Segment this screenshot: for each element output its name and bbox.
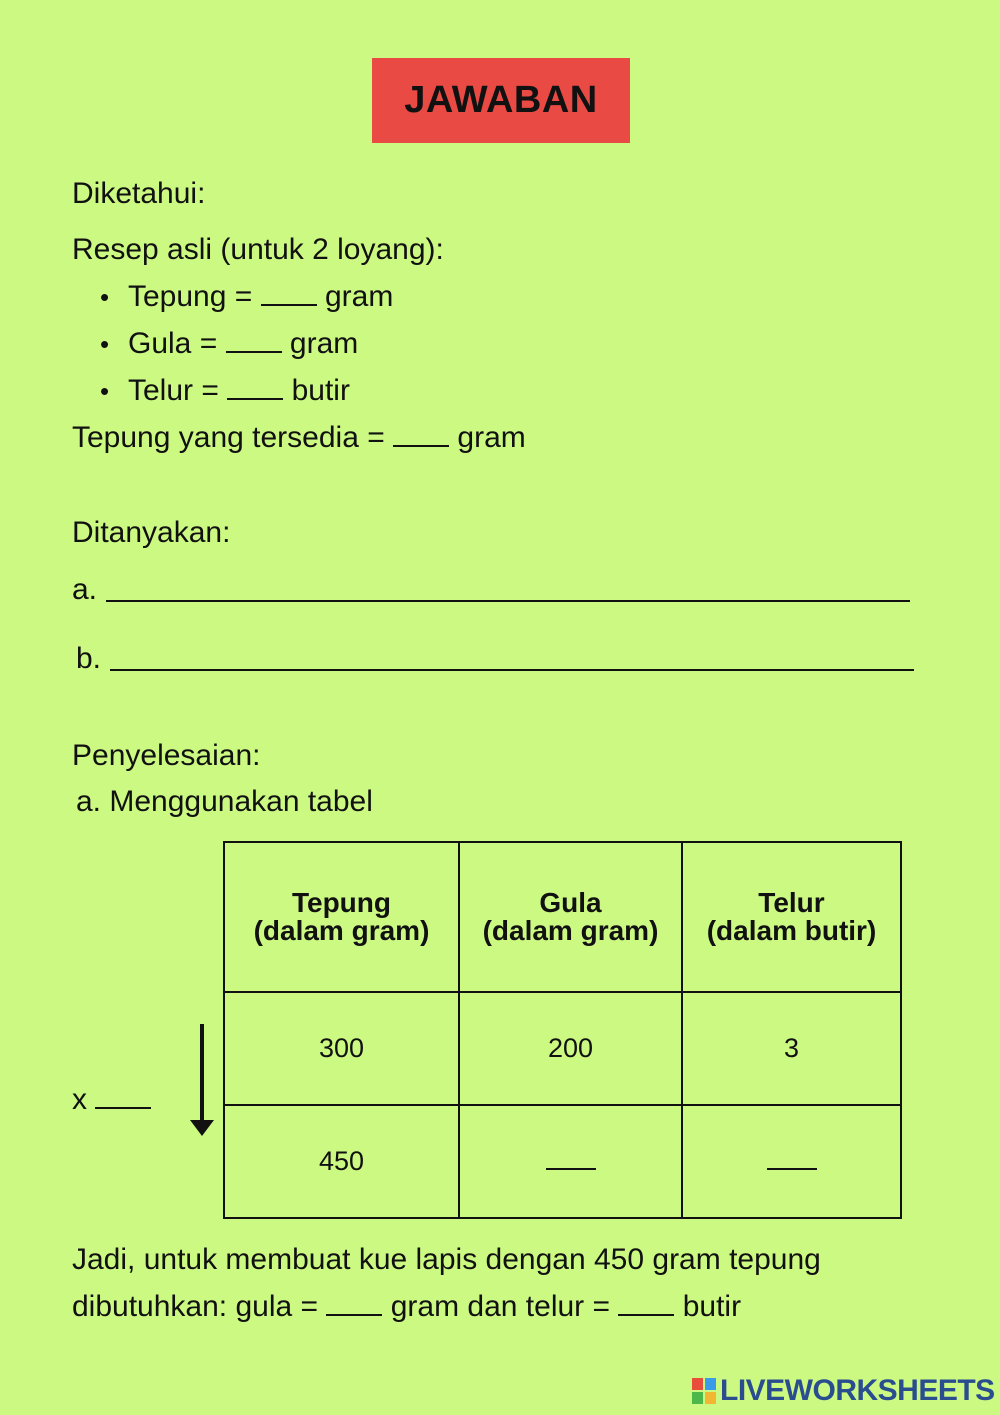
down-arrow-icon bbox=[200, 1024, 204, 1124]
header-line: Gula bbox=[539, 887, 602, 918]
penyelesaian-heading: Penyelesaian: bbox=[72, 739, 261, 772]
ingredient-unit: gram bbox=[289, 327, 359, 360]
tersedia-unit: gram bbox=[457, 421, 526, 454]
ingredient-label: Gula = bbox=[128, 327, 218, 360]
page-title: JAWABAN bbox=[404, 79, 598, 121]
logo-text: LIVEWORKSHEETS bbox=[720, 1374, 995, 1407]
ingredient-telur bbox=[100, 373, 350, 409]
ingredient-label: Tepung = bbox=[128, 280, 253, 313]
ratio-table bbox=[223, 841, 902, 1219]
header-line: (dalam gram) bbox=[253, 915, 430, 946]
question-b-line[interactable] bbox=[110, 669, 914, 671]
question-b-label: b. bbox=[76, 642, 102, 675]
table-header-row bbox=[224, 842, 901, 992]
bullet-icon: • bbox=[100, 282, 110, 312]
header-gula bbox=[459, 842, 682, 992]
ingredient-unit: gram bbox=[324, 280, 394, 313]
multiplier bbox=[72, 1082, 151, 1118]
conclusion-text: butir bbox=[682, 1290, 742, 1323]
arrow-head-icon bbox=[190, 1120, 214, 1136]
diketahui-heading: Diketahui: bbox=[72, 177, 206, 210]
bullet-icon: • bbox=[100, 329, 110, 359]
table-row bbox=[224, 992, 901, 1105]
answer-blank[interactable] bbox=[393, 421, 449, 447]
table-cell-blank bbox=[459, 1105, 682, 1218]
conclusion-line-1: Jadi, untuk membuat kue lapis dengan 450 gram tepung bbox=[72, 1243, 821, 1276]
conclusion-text: gram dan telur = bbox=[390, 1290, 611, 1323]
question-a-label: a. bbox=[72, 573, 98, 606]
header-line: (dalam butir) bbox=[706, 915, 877, 946]
answer-blank[interactable] bbox=[261, 280, 317, 306]
answer-blank[interactable] bbox=[618, 1290, 674, 1316]
ingredient-label: Telur = bbox=[128, 374, 219, 407]
liveworksheets-logo bbox=[692, 1374, 995, 1408]
title-banner bbox=[372, 58, 630, 143]
ingredient-gula bbox=[100, 326, 358, 362]
header-tepung bbox=[224, 842, 459, 992]
table-cell: 450 bbox=[224, 1105, 459, 1218]
method-a-label: a. Menggunakan tabel bbox=[76, 785, 373, 818]
logo-icon bbox=[692, 1378, 716, 1404]
table-cell: 3 bbox=[682, 992, 901, 1105]
answer-blank[interactable] bbox=[546, 1148, 596, 1170]
tersedia-label: Tepung yang tersedia = bbox=[72, 421, 385, 454]
multiplier-label: x bbox=[72, 1083, 87, 1116]
header-line: Tepung bbox=[291, 887, 391, 918]
bullet-icon: • bbox=[100, 376, 110, 406]
header-line: (dalam gram) bbox=[482, 915, 659, 946]
conclusion-line-2 bbox=[72, 1289, 741, 1325]
resep-label: Resep asli (untuk 2 loyang): bbox=[72, 233, 444, 266]
table-cell: 200 bbox=[459, 992, 682, 1105]
question-a-line[interactable] bbox=[106, 600, 910, 602]
ingredient-unit: butir bbox=[291, 374, 350, 407]
ditanyakan-heading: Ditanyakan: bbox=[72, 516, 231, 549]
conclusion-text: dibutuhkan: gula = bbox=[72, 1290, 319, 1323]
answer-blank[interactable] bbox=[226, 327, 282, 353]
answer-blank[interactable] bbox=[767, 1148, 817, 1170]
table-row bbox=[224, 1105, 901, 1218]
answer-blank[interactable] bbox=[95, 1083, 151, 1109]
answer-blank[interactable] bbox=[326, 1290, 382, 1316]
ingredient-tepung bbox=[100, 279, 393, 315]
header-telur bbox=[682, 842, 901, 992]
answer-blank[interactable] bbox=[227, 374, 283, 400]
table-cell-blank bbox=[682, 1105, 901, 1218]
table-cell: 300 bbox=[224, 992, 459, 1105]
header-line: Telur bbox=[758, 887, 825, 918]
tepung-tersedia bbox=[72, 420, 526, 456]
